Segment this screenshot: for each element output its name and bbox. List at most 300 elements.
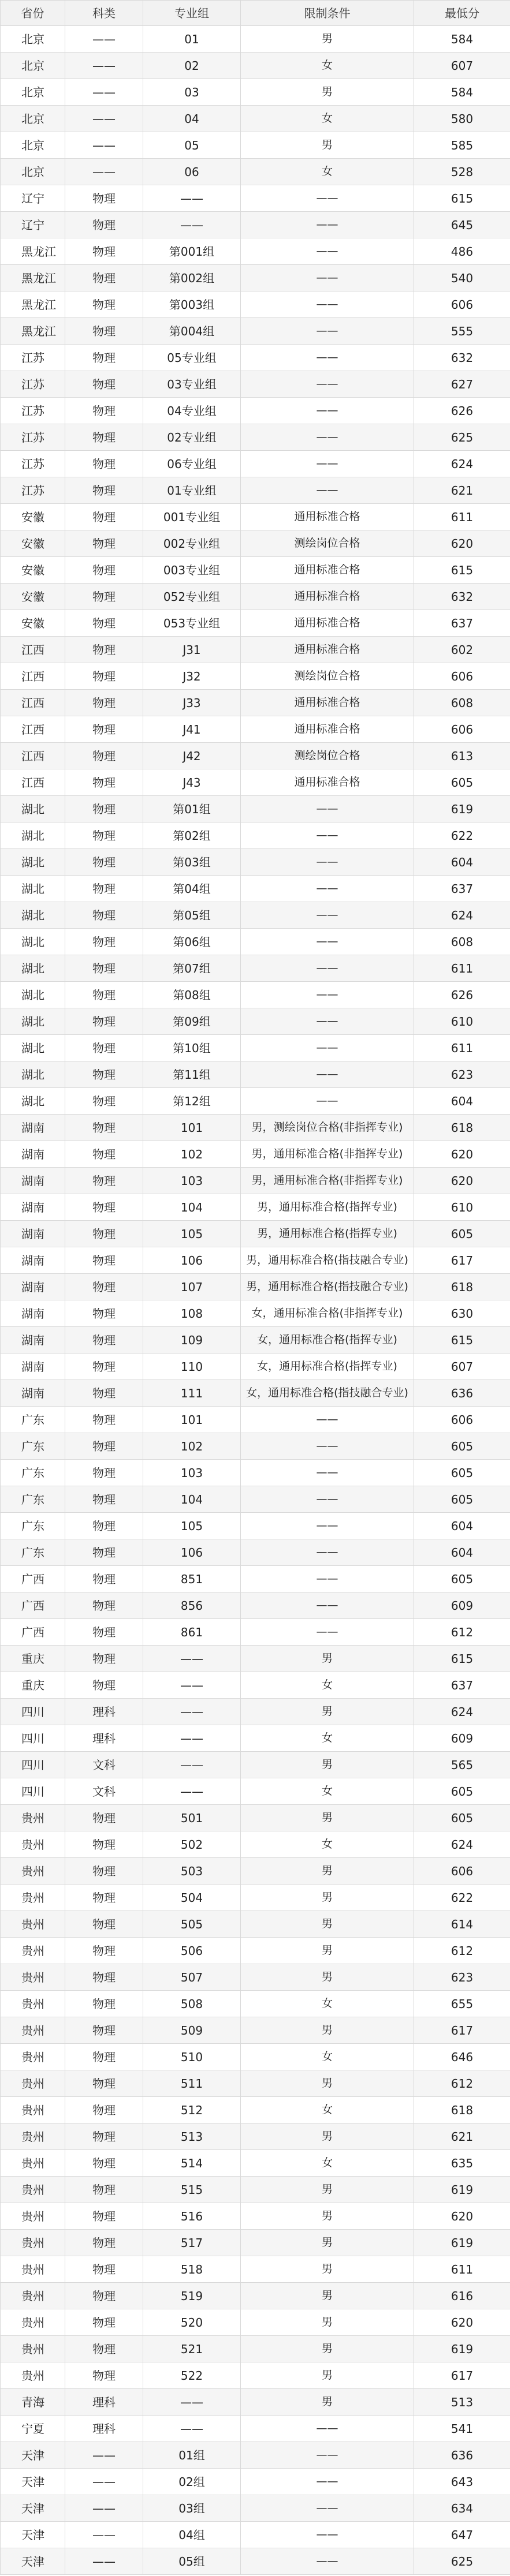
group-cell: 108 [143, 1300, 241, 1327]
province-cell: 贵州 [1, 2336, 65, 2362]
table-row [1, 132, 510, 159]
table-row [1, 477, 510, 504]
min-score-cell: 624 [414, 451, 510, 477]
province-cell: 广西 [1, 1566, 65, 1592]
subject-cell: 物理 [65, 1938, 143, 1964]
subject-cell: 物理 [65, 1115, 143, 1141]
condition-cell: 男 [241, 1938, 414, 1964]
min-score-cell: 611 [414, 504, 510, 530]
province-cell: 天津 [1, 2469, 65, 2495]
min-score-cell: 606 [414, 1407, 510, 1433]
group-cell: 516 [143, 2203, 241, 2230]
subject-cell: 物理 [65, 2203, 143, 2230]
group-cell: 501 [143, 1805, 241, 1831]
group-cell: 512 [143, 2097, 241, 2123]
group-cell: 522 [143, 2362, 241, 2389]
header-condition: 限制条件 [241, 1, 414, 26]
subject-cell: 物理 [65, 1354, 143, 1380]
condition-cell: 男，通用标准合格(非指挥专业) [241, 1141, 414, 1168]
group-cell: 053专业组 [143, 610, 241, 637]
condition-cell: —— [241, 1592, 414, 1619]
table-row [1, 1035, 510, 1061]
min-score-cell: 615 [414, 1327, 510, 1354]
table-row [1, 185, 510, 212]
province-cell: 宁夏 [1, 2416, 65, 2442]
min-score-cell: 618 [414, 1274, 510, 1300]
subject-cell: 物理 [65, 2309, 143, 2336]
table-row [1, 345, 510, 371]
group-cell: 02专业组 [143, 424, 241, 451]
min-score-cell: 611 [414, 2256, 510, 2283]
subject-cell: 物理 [65, 557, 143, 584]
condition-cell: —— [241, 1407, 414, 1433]
condition-cell: 女 [241, 1725, 414, 1752]
group-cell: 052专业组 [143, 584, 241, 610]
province-cell: 广西 [1, 1619, 65, 1646]
subject-cell: 物理 [65, 398, 143, 424]
table-row [1, 2097, 510, 2123]
condition-cell: 测绘岗位合格 [241, 530, 414, 557]
group-cell: 01组 [143, 2442, 241, 2469]
group-cell: 514 [143, 2150, 241, 2177]
min-score-cell: 605 [414, 1460, 510, 1486]
group-cell: —— [143, 1699, 241, 1725]
table-row [1, 2123, 510, 2150]
table-row [1, 79, 510, 106]
group-cell: 第002组 [143, 265, 241, 291]
province-cell: 贵州 [1, 2044, 65, 2070]
condition-cell: 通用标准合格 [241, 610, 414, 637]
province-cell: 青海 [1, 2389, 65, 2416]
group-cell: 第004组 [143, 318, 241, 345]
table-row [1, 1407, 510, 1433]
province-cell: 贵州 [1, 2017, 65, 2044]
condition-cell: —— [241, 2469, 414, 2495]
subject-cell: 物理 [65, 1141, 143, 1168]
group-cell: 110 [143, 1354, 241, 1380]
group-cell: 04 [143, 106, 241, 132]
table-row [1, 2177, 510, 2203]
group-cell: 508 [143, 1991, 241, 2017]
table-row [1, 26, 510, 53]
table-row [1, 1115, 510, 1141]
table-row [1, 1858, 510, 1885]
group-cell: 第03组 [143, 849, 241, 876]
condition-cell: —— [241, 796, 414, 822]
subject-cell: 物理 [65, 2177, 143, 2203]
min-score-cell: 634 [414, 2495, 510, 2522]
min-score-cell: 540 [414, 265, 510, 291]
subject-cell: 物理 [65, 1646, 143, 1672]
subject-cell: 物理 [65, 1672, 143, 1699]
subject-cell: 物理 [65, 2044, 143, 2070]
table-header [1, 1, 510, 26]
table-row [1, 1513, 510, 1539]
group-cell: 856 [143, 1592, 241, 1619]
subject-cell: 物理 [65, 1539, 143, 1566]
group-cell: 第003组 [143, 291, 241, 318]
province-cell: 四川 [1, 1752, 65, 1778]
province-cell: 贵州 [1, 2362, 65, 2389]
condition-cell: 男 [241, 2389, 414, 2416]
province-cell: 广东 [1, 1486, 65, 1513]
subject-cell: 理科 [65, 2416, 143, 2442]
table-row [1, 849, 510, 876]
table-row [1, 2389, 510, 2416]
condition-cell: 男 [241, 2362, 414, 2389]
group-cell: 515 [143, 2177, 241, 2203]
condition-cell: —— [241, 982, 414, 1008]
group-cell: 104 [143, 1194, 241, 1221]
province-cell: 重庆 [1, 1646, 65, 1672]
group-cell: 861 [143, 1619, 241, 1646]
table-row [1, 159, 510, 185]
table-row [1, 1141, 510, 1168]
province-cell: 贵州 [1, 2256, 65, 2283]
province-cell: 广东 [1, 1539, 65, 1566]
min-score-cell: 622 [414, 822, 510, 849]
province-cell: 天津 [1, 2522, 65, 2548]
province-cell: 广东 [1, 1513, 65, 1539]
table-row [1, 451, 510, 477]
condition-cell: 通用标准合格 [241, 716, 414, 743]
group-cell: 503 [143, 1858, 241, 1885]
table-row [1, 902, 510, 929]
min-score-cell: 606 [414, 663, 510, 690]
min-score-cell: 617 [414, 1247, 510, 1274]
table-row [1, 1991, 510, 2017]
province-cell: 贵州 [1, 1858, 65, 1885]
table-row [1, 2203, 510, 2230]
table-row [1, 1646, 510, 1672]
group-cell: 04组 [143, 2522, 241, 2548]
group-cell: 03组 [143, 2495, 241, 2522]
min-score-cell: 621 [414, 477, 510, 504]
subject-cell: 物理 [65, 1805, 143, 1831]
condition-cell: 男 [241, 1646, 414, 1672]
min-score-cell: 626 [414, 982, 510, 1008]
subject-cell: 物理 [65, 1619, 143, 1646]
min-score-cell: 620 [414, 1168, 510, 1194]
group-cell: 03专业组 [143, 371, 241, 398]
condition-cell: 女，通用标准合格(指挥专业) [241, 1354, 414, 1380]
min-score-cell: 612 [414, 1938, 510, 1964]
group-cell: 518 [143, 2256, 241, 2283]
group-cell: 04专业组 [143, 398, 241, 424]
province-cell: 四川 [1, 1725, 65, 1752]
subject-cell: 物理 [65, 902, 143, 929]
province-cell: 天津 [1, 2495, 65, 2522]
table-row [1, 1486, 510, 1513]
condition-cell: 通用标准合格 [241, 690, 414, 716]
subject-cell: 物理 [65, 424, 143, 451]
condition-cell: 通用标准合格 [241, 584, 414, 610]
province-cell: 黑龙江 [1, 238, 65, 265]
header-group: 专业组 [143, 1, 241, 26]
province-cell: 湖北 [1, 822, 65, 849]
group-cell: —— [143, 1725, 241, 1752]
province-cell: 湖北 [1, 1008, 65, 1035]
table-row [1, 876, 510, 902]
table-row [1, 1274, 510, 1300]
table-row [1, 2150, 510, 2177]
province-cell: 贵州 [1, 1938, 65, 1964]
min-score-cell: 607 [414, 53, 510, 79]
table-row [1, 53, 510, 79]
condition-cell: 女 [241, 1831, 414, 1858]
group-cell: 103 [143, 1460, 241, 1486]
condition-cell: —— [241, 1008, 414, 1035]
province-cell: 江苏 [1, 451, 65, 477]
group-cell: 第02组 [143, 822, 241, 849]
table-row [1, 690, 510, 716]
group-cell: 101 [143, 1407, 241, 1433]
subject-cell: —— [65, 79, 143, 106]
min-score-cell: 611 [414, 955, 510, 982]
table-row [1, 1672, 510, 1699]
min-score-cell: 609 [414, 1725, 510, 1752]
subject-cell: 物理 [65, 2123, 143, 2150]
min-score-cell: 528 [414, 159, 510, 185]
group-cell: 507 [143, 1964, 241, 1991]
condition-cell: —— [241, 291, 414, 318]
condition-cell: —— [241, 876, 414, 902]
table-row [1, 318, 510, 345]
group-cell: J32 [143, 663, 241, 690]
condition-cell: —— [241, 1486, 414, 1513]
subject-cell: 物理 [65, 716, 143, 743]
province-cell: 北京 [1, 53, 65, 79]
subject-cell: 物理 [65, 1964, 143, 1991]
table-row [1, 929, 510, 955]
condition-cell: —— [241, 929, 414, 955]
header-subject: 科类 [65, 1, 143, 26]
min-score-cell: 620 [414, 2203, 510, 2230]
province-cell: 湖北 [1, 929, 65, 955]
province-cell: 江西 [1, 663, 65, 690]
condition-cell: —— [241, 371, 414, 398]
min-score-cell: 614 [414, 1911, 510, 1938]
province-cell: 贵州 [1, 1831, 65, 1858]
condition-cell: 男 [241, 2203, 414, 2230]
condition-cell: —— [241, 822, 414, 849]
group-cell: 02组 [143, 2469, 241, 2495]
group-cell: 510 [143, 2044, 241, 2070]
group-cell: 519 [143, 2283, 241, 2309]
min-score-cell: 609 [414, 1592, 510, 1619]
condition-cell: —— [241, 1619, 414, 1646]
group-cell: 105 [143, 1513, 241, 1539]
min-score-cell: 615 [414, 185, 510, 212]
min-score-cell: 620 [414, 2309, 510, 2336]
group-cell: 06 [143, 159, 241, 185]
group-cell: 102 [143, 1433, 241, 1460]
condition-cell: 男，通用标准合格(指技融合专业) [241, 1274, 414, 1300]
table-row [1, 106, 510, 132]
condition-cell: —— [241, 238, 414, 265]
condition-cell: —— [241, 451, 414, 477]
min-score-cell: 606 [414, 1858, 510, 1885]
subject-cell: 物理 [65, 743, 143, 769]
condition-cell: —— [241, 2442, 414, 2469]
province-cell: 江苏 [1, 371, 65, 398]
condition-cell: 男 [241, 1858, 414, 1885]
province-cell: 天津 [1, 2548, 65, 2575]
table-row [1, 637, 510, 663]
subject-cell: 物理 [65, 1300, 143, 1327]
condition-cell: 男 [241, 2123, 414, 2150]
group-cell: J41 [143, 716, 241, 743]
province-cell: 湖南 [1, 1115, 65, 1141]
group-cell: J31 [143, 637, 241, 663]
min-score-cell: 622 [414, 1885, 510, 1911]
min-score-cell: 623 [414, 1964, 510, 1991]
table-row [1, 796, 510, 822]
subject-cell: 物理 [65, 1460, 143, 1486]
subject-cell: 物理 [65, 1380, 143, 1407]
subject-cell: 物理 [65, 1247, 143, 1274]
province-cell: 贵州 [1, 1964, 65, 1991]
condition-cell: 男 [241, 2070, 414, 2097]
table-row [1, 2469, 510, 2495]
province-cell: 广西 [1, 1592, 65, 1619]
min-score-cell: 605 [414, 769, 510, 796]
table-row [1, 1354, 510, 1380]
group-cell: 第06组 [143, 929, 241, 955]
group-cell: —— [143, 2416, 241, 2442]
condition-cell: —— [241, 2522, 414, 2548]
table-row [1, 1008, 510, 1035]
group-cell: 502 [143, 1831, 241, 1858]
subject-cell: 物理 [65, 2070, 143, 2097]
condition-cell: —— [241, 1513, 414, 1539]
subject-cell: 物理 [65, 2097, 143, 2123]
province-cell: 广东 [1, 1433, 65, 1460]
table-row [1, 212, 510, 238]
condition-cell: —— [241, 1539, 414, 1566]
table-row [1, 238, 510, 265]
table-row [1, 398, 510, 424]
subject-cell: 物理 [65, 849, 143, 876]
min-score-cell: 615 [414, 1646, 510, 1672]
subject-cell: 物理 [65, 610, 143, 637]
table-row [1, 982, 510, 1008]
table-row [1, 822, 510, 849]
condition-cell: —— [241, 318, 414, 345]
group-cell: 521 [143, 2336, 241, 2362]
subject-cell: —— [65, 2522, 143, 2548]
min-score-cell: 585 [414, 132, 510, 159]
province-cell: 四川 [1, 1778, 65, 1805]
group-cell: 第09组 [143, 1008, 241, 1035]
table-row [1, 2017, 510, 2044]
table-row [1, 1300, 510, 1327]
table-row [1, 955, 510, 982]
min-score-cell: 611 [414, 1035, 510, 1061]
province-cell: 湖北 [1, 876, 65, 902]
subject-cell: 物理 [65, 1327, 143, 1354]
province-cell: 江西 [1, 690, 65, 716]
province-cell: 黑龙江 [1, 291, 65, 318]
min-score-cell: 630 [414, 1300, 510, 1327]
table-row [1, 2442, 510, 2469]
min-score-cell: 624 [414, 1699, 510, 1725]
subject-cell: 物理 [65, 504, 143, 530]
province-cell: 湖南 [1, 1168, 65, 1194]
province-cell: 重庆 [1, 1672, 65, 1699]
min-score-cell: 584 [414, 79, 510, 106]
group-cell: 520 [143, 2309, 241, 2336]
group-cell: 106 [143, 1539, 241, 1566]
subject-cell: 理科 [65, 1725, 143, 1752]
table-row [1, 1460, 510, 1486]
min-score-cell: 604 [414, 1088, 510, 1115]
condition-cell: 测绘岗位合格 [241, 663, 414, 690]
min-score-cell: 624 [414, 902, 510, 929]
group-cell: 517 [143, 2230, 241, 2256]
table-row [1, 2256, 510, 2283]
condition-cell: 通用标准合格 [241, 637, 414, 663]
min-score-cell: 619 [414, 796, 510, 822]
province-cell: 湖北 [1, 982, 65, 1008]
condition-cell: 女 [241, 2097, 414, 2123]
subject-cell: 物理 [65, 1194, 143, 1221]
province-cell: 贵州 [1, 2123, 65, 2150]
table-row [1, 716, 510, 743]
group-cell: 002专业组 [143, 530, 241, 557]
table-row [1, 1433, 510, 1460]
min-score-cell: 620 [414, 1141, 510, 1168]
condition-cell: 男 [241, 2309, 414, 2336]
condition-cell: —— [241, 1433, 414, 1460]
table-row [1, 610, 510, 637]
subject-cell: —— [65, 2442, 143, 2469]
subject-cell: 物理 [65, 265, 143, 291]
table-row [1, 291, 510, 318]
province-cell: 广东 [1, 1407, 65, 1433]
table-row [1, 2548, 510, 2575]
province-cell: 湖北 [1, 849, 65, 876]
subject-cell: 物理 [65, 2336, 143, 2362]
province-cell: 贵州 [1, 2309, 65, 2336]
min-score-cell: 624 [414, 1831, 510, 1858]
subject-cell: 物理 [65, 2230, 143, 2256]
condition-cell: 女 [241, 2044, 414, 2070]
header-province: 省份 [1, 1, 65, 26]
condition-cell: 男，通用标准合格(指挥专业) [241, 1194, 414, 1221]
subject-cell: —— [65, 2495, 143, 2522]
group-cell: —— [143, 1672, 241, 1699]
condition-cell: 测绘岗位合格 [241, 743, 414, 769]
table-row [1, 557, 510, 584]
min-score-cell: 607 [414, 1354, 510, 1380]
subject-cell: 物理 [65, 1088, 143, 1115]
group-cell: —— [143, 212, 241, 238]
subject-cell: 物理 [65, 1221, 143, 1247]
min-score-cell: 541 [414, 2416, 510, 2442]
condition-cell: —— [241, 1088, 414, 1115]
subject-cell: 物理 [65, 1168, 143, 1194]
condition-cell: 男 [241, 1805, 414, 1831]
subject-cell: 物理 [65, 769, 143, 796]
province-cell: 贵州 [1, 2177, 65, 2203]
subject-cell: 物理 [65, 637, 143, 663]
min-score-cell: 605 [414, 1486, 510, 1513]
min-score-cell: 637 [414, 610, 510, 637]
province-cell: 北京 [1, 26, 65, 53]
group-cell: 111 [143, 1380, 241, 1407]
condition-cell: 女 [241, 2150, 414, 2177]
